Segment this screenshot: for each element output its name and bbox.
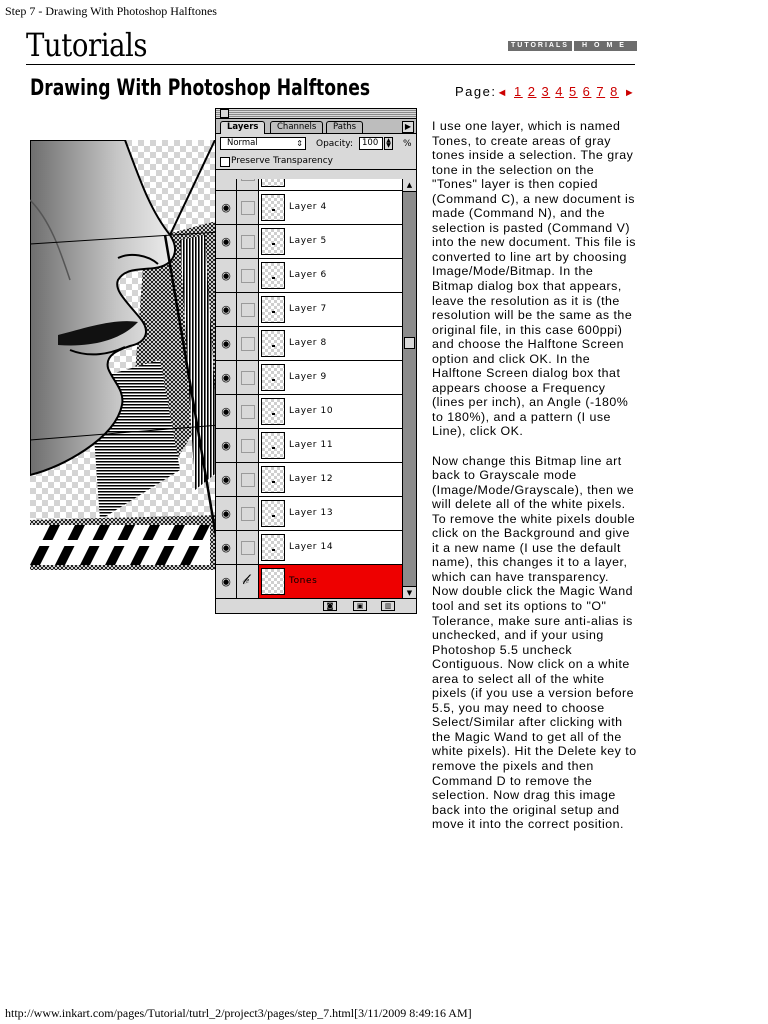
halftone-illustration-art bbox=[30, 140, 220, 570]
layer-link-cell[interactable] bbox=[237, 531, 259, 564]
top-nav bbox=[508, 41, 637, 51]
page-title: Drawing With Photoshop Halftones bbox=[30, 76, 371, 101]
tab-channels[interactable]: Channels bbox=[270, 121, 323, 133]
page-link-8[interactable]: 8 bbox=[610, 84, 619, 99]
layer-row-8[interactable] bbox=[216, 327, 402, 361]
layer-link-cell[interactable] bbox=[237, 429, 259, 462]
layer-row-14[interactable] bbox=[216, 531, 402, 565]
layer-link-cell[interactable] bbox=[237, 327, 259, 360]
opacity-stepper[interactable]: ▲ ▼ bbox=[384, 137, 393, 150]
page-link-6[interactable]: 6 bbox=[582, 84, 592, 99]
layer-mask-icon[interactable]: ◙ bbox=[323, 601, 337, 611]
layer-name: Layer 5 bbox=[289, 236, 327, 246]
layer-thumbnail bbox=[261, 330, 285, 357]
site-title: Tutorials bbox=[26, 26, 148, 64]
layer-row-partial[interactable] bbox=[216, 179, 402, 191]
page-link-5[interactable]: 5 bbox=[568, 84, 578, 99]
layer-name: Layer 6 bbox=[289, 270, 327, 280]
layer-row-6[interactable] bbox=[216, 259, 402, 293]
layer-name: Layer 14 bbox=[289, 542, 334, 552]
page-link-1[interactable]: 1 bbox=[514, 84, 523, 99]
print-header: Step 7 - Drawing With Photoshop Halftones bbox=[5, 4, 217, 18]
prev-arrow-icon[interactable]: ◄ bbox=[496, 87, 509, 99]
layer-thumbnail bbox=[261, 398, 285, 425]
layer-row-5[interactable] bbox=[216, 225, 402, 259]
opacity-input[interactable]: 100 bbox=[359, 137, 383, 150]
article-body bbox=[432, 119, 637, 846]
layer-row-13[interactable] bbox=[216, 497, 402, 531]
nav-home-link[interactable]: HOME bbox=[574, 41, 637, 51]
eye-icon[interactable]: ◉ bbox=[216, 225, 237, 258]
paragraph-1: I use one layer, which is named Tones, to create areas of gray tones inside a selection. The gray tone in the selection on the "Tones" layer is then copied (Command C), a new document is made (Command N), and the selection is pasted (Command V) into the new document. This file is converted to line art by choosing Image/Mode/Bitmap. In the Bitmap dialog box that appears, leave the resolution as it is (the resolution will be the same as the original file, in this case 600ppi) and choose the Halftone Screen option and click OK. In the Halftone Screen dialog box that appears choose a Frequency (lines per inch), an Angle (-180% to 180%), and a pattern (I use Line), click OK. bbox=[432, 119, 636, 439]
layer-link-cell[interactable] bbox=[237, 395, 259, 428]
eye-icon[interactable]: ◉ bbox=[216, 395, 237, 428]
eye-icon[interactable]: ◉ bbox=[216, 191, 237, 224]
layer-name: Layer 4 bbox=[289, 202, 327, 212]
layer-link-cell[interactable] bbox=[237, 361, 259, 394]
paragraph-2: Now change this Bitmap line art back to Grayscale mode (Image/Mode/Grayscale), then we will delete all of the white pixels. To remove the white pixels double click on the Background and give it a new name (I use the default name), this changes it to a layer, which can have transparency. Now double click the Magic Wand tool and set its options to "O" Tolerance, make sure anti-alias is unchecked, and if your using Photoshop 5.5 uncheck Contiguous. Now click on a white area to select all of the white pixels (if you use a version before 5.5, you may need to choose Select/Similar after clicking with the Magic Wand to get all of the white pixels). Hit the Delete key to remove the pixels and then Command D to remove the selection. Now drag this image back into the original setup and move it into the correct position. bbox=[432, 453, 637, 832]
palette-controls bbox=[216, 134, 416, 154]
layer-link-cell[interactable] bbox=[237, 463, 259, 496]
palette-bottom-bar bbox=[216, 598, 416, 613]
layer-link-cell[interactable] bbox=[237, 191, 259, 224]
layer-row-4[interactable] bbox=[216, 191, 402, 225]
scroll-down-arrow-icon[interactable]: ▼ bbox=[403, 586, 416, 599]
layer-row-9[interactable] bbox=[216, 361, 402, 395]
eye-icon[interactable]: ◉ bbox=[216, 497, 237, 530]
page-link-4[interactable]: 4 bbox=[555, 84, 564, 99]
nav-tutorials-link[interactable]: TUTORIALS bbox=[508, 41, 572, 51]
layer-link-cell[interactable] bbox=[237, 179, 259, 190]
eye-icon[interactable]: ◉ bbox=[216, 565, 237, 598]
paintbrush-icon: 𝒷 bbox=[242, 572, 249, 588]
page-link-2[interactable]: 2 bbox=[527, 84, 537, 99]
layer-thumbnail bbox=[261, 500, 285, 527]
layer-thumbnail bbox=[261, 432, 285, 459]
layer-thumbnail bbox=[261, 568, 285, 595]
layer-visibility-cell[interactable] bbox=[216, 179, 237, 190]
layer-list bbox=[216, 179, 402, 599]
halftone-illustration bbox=[30, 140, 220, 570]
layer-thumbnail bbox=[261, 228, 285, 255]
layer-link-cell[interactable] bbox=[237, 259, 259, 292]
eye-icon[interactable]: ◉ bbox=[216, 361, 237, 394]
layer-name: Layer 9 bbox=[289, 372, 327, 382]
layer-list-scrollbar[interactable] bbox=[402, 179, 416, 599]
scroll-up-arrow-icon[interactable]: ▲ bbox=[403, 179, 416, 192]
eye-icon[interactable]: ◉ bbox=[216, 429, 237, 462]
print-footer: http://www.inkart.com/pages/Tutorial/tutrl_2/project3/pages/step_7.html[3/11/2009 8:49:16 AM] bbox=[5, 1006, 472, 1020]
eye-icon[interactable]: ◉ bbox=[216, 259, 237, 292]
preserve-transparency-row bbox=[216, 154, 416, 170]
layer-name: Layer 11 bbox=[289, 440, 334, 450]
layer-thumbnail bbox=[261, 364, 285, 391]
layer-thumbnail bbox=[261, 262, 285, 289]
layer-thumbnail bbox=[261, 179, 285, 187]
new-layer-icon[interactable]: ▣ bbox=[353, 601, 367, 611]
layer-name: Tones bbox=[289, 576, 318, 586]
layer-name: Layer 10 bbox=[289, 406, 334, 416]
layer-thumbnail bbox=[261, 194, 285, 221]
layer-link-cell[interactable] bbox=[237, 225, 259, 258]
palette-close-icon[interactable] bbox=[220, 109, 229, 118]
layer-link-cell[interactable] bbox=[237, 293, 259, 326]
header-divider bbox=[26, 64, 635, 65]
preserve-transparency-label: Preserve Transparency bbox=[231, 156, 333, 166]
tab-layers[interactable]: Layers bbox=[220, 121, 265, 134]
eye-icon[interactable]: ◉ bbox=[216, 463, 237, 496]
scroll-thumb[interactable] bbox=[404, 337, 415, 349]
palette-menu-arrow-icon[interactable]: ▶ bbox=[402, 121, 414, 133]
layer-row-12[interactable] bbox=[216, 463, 402, 497]
select-arrows-icon: ⇕ bbox=[296, 139, 303, 148]
layer-thumbnail bbox=[261, 296, 285, 323]
layer-link-cell[interactable] bbox=[237, 497, 259, 530]
layer-row-7[interactable] bbox=[216, 293, 402, 327]
eye-icon[interactable]: ◉ bbox=[216, 293, 237, 326]
preserve-transparency-checkbox[interactable] bbox=[220, 157, 230, 167]
tab-paths[interactable]: Paths bbox=[326, 121, 363, 133]
opacity-label: Opacity: bbox=[316, 139, 353, 149]
next-arrow-icon[interactable]: ► bbox=[623, 87, 637, 99]
layer-thumbnail bbox=[261, 534, 285, 561]
opacity-unit: % bbox=[403, 139, 412, 149]
trash-icon[interactable]: ▥ bbox=[381, 601, 395, 611]
layer-name: Layer 8 bbox=[289, 338, 327, 348]
blend-mode-value: Normal bbox=[227, 138, 258, 148]
palette-title-bar[interactable] bbox=[216, 109, 416, 119]
layers-palette bbox=[215, 108, 417, 614]
page-link-7[interactable]: 7 bbox=[596, 84, 606, 99]
layer-link-cell[interactable] bbox=[237, 565, 259, 598]
blend-mode-select[interactable] bbox=[220, 137, 306, 150]
pagination-label: Page: bbox=[455, 84, 497, 99]
eye-icon[interactable]: ◉ bbox=[216, 327, 237, 360]
pagination bbox=[455, 84, 636, 99]
layer-row-tones[interactable] bbox=[216, 565, 402, 599]
layer-name: Layer 13 bbox=[289, 508, 334, 518]
layer-name: Layer 12 bbox=[289, 474, 334, 484]
palette-tabs bbox=[216, 119, 416, 134]
page-link-3[interactable]: 3 bbox=[541, 84, 551, 99]
eye-icon[interactable]: ◉ bbox=[216, 531, 237, 564]
layer-name: Layer 7 bbox=[289, 304, 327, 314]
layer-thumbnail bbox=[261, 466, 285, 493]
layer-row-11[interactable] bbox=[216, 429, 402, 463]
layer-row-10[interactable] bbox=[216, 395, 402, 429]
